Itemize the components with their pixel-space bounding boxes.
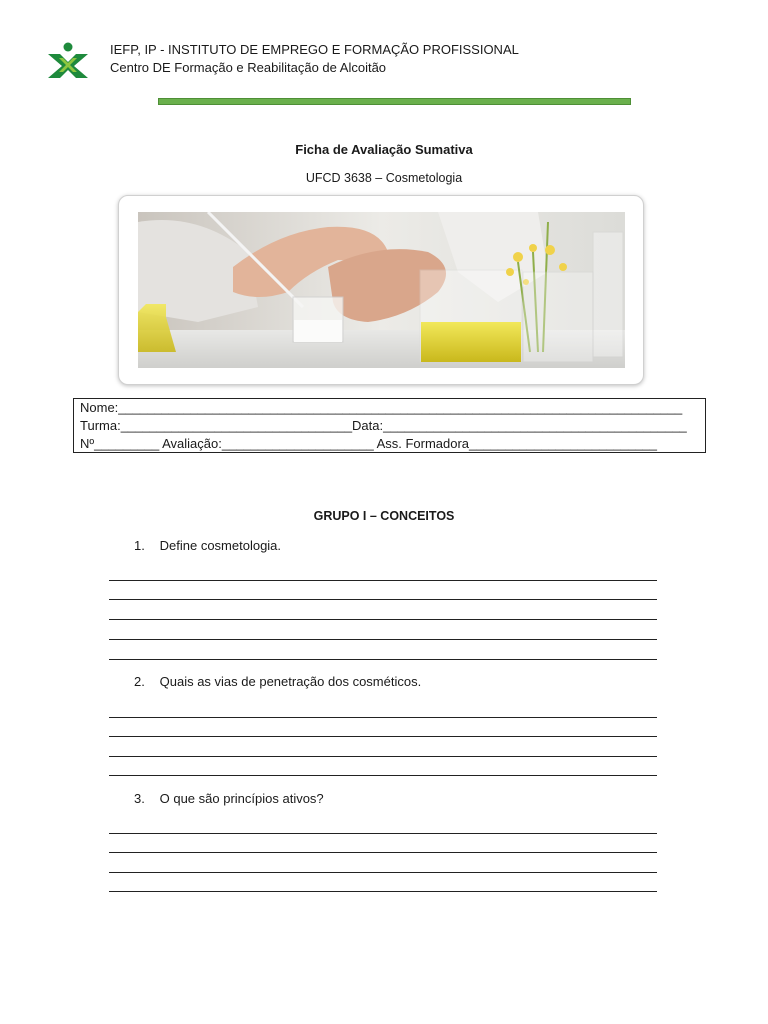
question-text: Define cosmetologia. [159, 538, 282, 553]
document-title: Ficha de Avaliação Sumativa [295, 142, 473, 157]
number-evaluation-signature-field[interactable]: Nº_________ Avaliação:_____________________ Ass. Formadora__________________________ [80, 436, 658, 451]
center-name: Centro DE Formação e Reabilitação de Alcoitão [110, 60, 387, 75]
iefp-logo [46, 42, 90, 80]
answer-line[interactable] [109, 891, 657, 892]
answer-line[interactable] [109, 775, 657, 776]
student-info-box [73, 398, 706, 453]
question-number: 1. [134, 538, 145, 553]
answer-line[interactable] [109, 639, 657, 640]
question-number: 3. [134, 791, 145, 806]
cosmetology-lab-photo [138, 212, 625, 368]
answer-line[interactable] [109, 852, 657, 853]
question-text: O que são princípios ativos? [159, 791, 324, 806]
answer-line[interactable] [109, 580, 657, 581]
answer-line[interactable] [109, 659, 657, 660]
question-3 [134, 791, 324, 806]
answer-line[interactable] [109, 736, 657, 737]
name-field[interactable]: Nome:______________________________________________________________________________ [80, 400, 683, 415]
group-title: GRUPO I – CONCEITOS [313, 509, 455, 523]
question-2 [134, 674, 421, 689]
question-number: 2. [134, 674, 145, 689]
answer-line[interactable] [109, 717, 657, 718]
organization-name: IEFP, IP - INSTITUTO DE EMPREGO E FORMAÇÃO PROFISSIONAL [110, 42, 519, 57]
answer-line[interactable] [109, 619, 657, 620]
logo-head [64, 43, 73, 52]
answer-line[interactable] [109, 756, 657, 757]
document-subtitle: UFCD 3638 – Cosmetologia [305, 171, 463, 185]
class-date-field[interactable]: Turma:________________________________Data:__________________________________________ [80, 418, 687, 433]
answer-line[interactable] [109, 833, 657, 834]
question-text: Quais as vias de penetração dos cosméticos. [159, 674, 422, 689]
header-divider [158, 98, 631, 105]
answer-line[interactable] [109, 872, 657, 873]
question-1 [134, 538, 281, 553]
answer-line[interactable] [109, 599, 657, 600]
